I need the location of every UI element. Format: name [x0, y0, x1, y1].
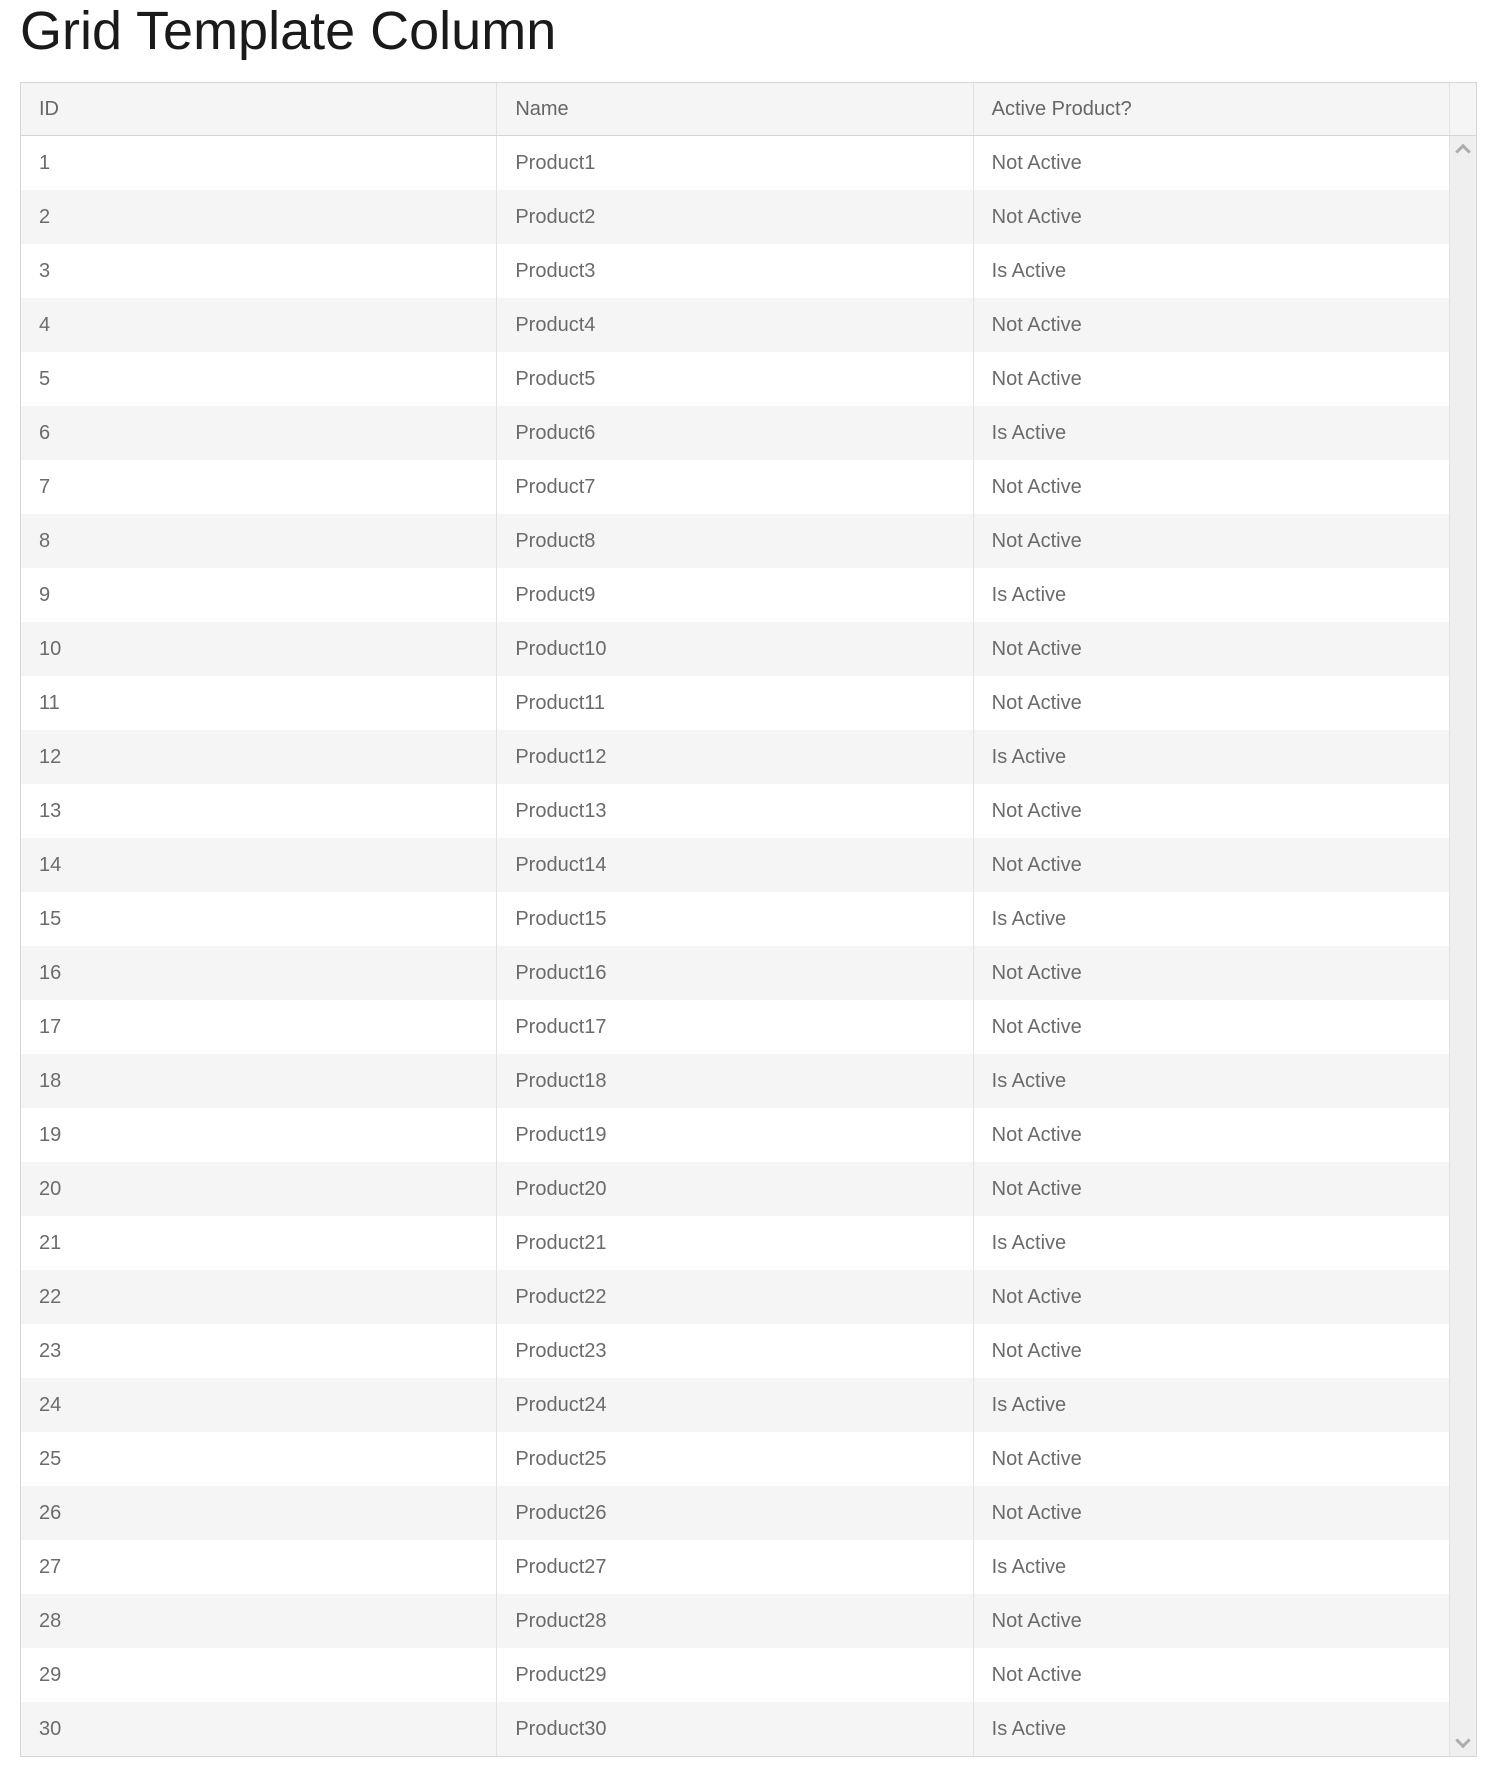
cell-name: Product27 — [497, 1540, 973, 1594]
cell-id: 9 — [21, 568, 497, 622]
grid-rows — [21, 136, 1450, 1756]
cell-active-product: Not Active — [974, 190, 1450, 244]
cell-active-product: Is Active — [974, 406, 1450, 460]
table-row — [21, 1432, 1450, 1486]
chevron-down-icon — [1455, 1733, 1471, 1749]
cell-active-product: Not Active — [974, 1270, 1450, 1324]
table-row — [21, 1540, 1450, 1594]
cell-active-product: Is Active — [974, 730, 1450, 784]
cell-active-product: Not Active — [974, 1648, 1450, 1702]
cell-name: Product8 — [497, 514, 973, 568]
cell-name: Product6 — [497, 406, 973, 460]
cell-id: 17 — [21, 1000, 497, 1054]
cell-active-product: Not Active — [974, 460, 1450, 514]
scroll-up-button[interactable] — [1450, 136, 1476, 162]
cell-active-product: Not Active — [974, 838, 1450, 892]
cell-active-product: Not Active — [974, 676, 1450, 730]
cell-id: 7 — [21, 460, 497, 514]
column-header-name: Name — [497, 83, 973, 135]
cell-name: Product20 — [497, 1162, 973, 1216]
cell-id: 24 — [21, 1378, 497, 1432]
cell-name: Product12 — [497, 730, 973, 784]
scroll-down-button[interactable] — [1450, 1730, 1476, 1756]
cell-id: 29 — [21, 1648, 497, 1702]
cell-active-product: Is Active — [974, 244, 1450, 298]
cell-name: Product13 — [497, 784, 973, 838]
cell-id: 16 — [21, 946, 497, 1000]
table-row — [21, 1054, 1450, 1108]
cell-id: 6 — [21, 406, 497, 460]
table-row — [21, 460, 1450, 514]
cell-active-product: Not Active — [974, 1108, 1450, 1162]
cell-id: 4 — [21, 298, 497, 352]
cell-active-product: Is Active — [974, 1378, 1450, 1432]
cell-active-product: Not Active — [974, 514, 1450, 568]
cell-name: Product23 — [497, 1324, 973, 1378]
cell-active-product: Not Active — [974, 1162, 1450, 1216]
cell-id: 27 — [21, 1540, 497, 1594]
table-row — [21, 1162, 1450, 1216]
products-grid — [20, 82, 1477, 1757]
cell-name: Product19 — [497, 1108, 973, 1162]
cell-name: Product18 — [497, 1054, 973, 1108]
cell-name: Product11 — [497, 676, 973, 730]
table-row — [21, 136, 1450, 190]
page-title: Grid Template Column — [20, 1, 557, 61]
table-row — [21, 1378, 1450, 1432]
cell-id: 1 — [21, 136, 497, 190]
cell-name: Product2 — [497, 190, 973, 244]
chevron-up-icon — [1455, 144, 1471, 160]
table-row — [21, 352, 1450, 406]
cell-active-product: Is Active — [974, 1540, 1450, 1594]
grid-body — [21, 136, 1476, 1756]
cell-id: 22 — [21, 1270, 497, 1324]
cell-id: 26 — [21, 1486, 497, 1540]
table-row — [21, 1000, 1450, 1054]
grid-header-row — [21, 83, 1476, 136]
cell-name: Product14 — [497, 838, 973, 892]
table-row — [21, 1648, 1450, 1702]
cell-name: Product10 — [497, 622, 973, 676]
cell-name: Product30 — [497, 1702, 973, 1756]
cell-active-product: Not Active — [974, 1432, 1450, 1486]
cell-name: Product28 — [497, 1594, 973, 1648]
table-row — [21, 406, 1450, 460]
cell-id: 12 — [21, 730, 497, 784]
cell-name: Product21 — [497, 1216, 973, 1270]
table-row — [21, 838, 1450, 892]
cell-id: 19 — [21, 1108, 497, 1162]
table-row — [21, 1486, 1450, 1540]
table-row — [21, 190, 1450, 244]
cell-active-product: Not Active — [974, 298, 1450, 352]
cell-id: 21 — [21, 1216, 497, 1270]
column-header-id: ID — [21, 83, 497, 135]
cell-id: 30 — [21, 1702, 497, 1756]
table-row — [21, 1702, 1450, 1756]
cell-name: Product26 — [497, 1486, 973, 1540]
table-row — [21, 784, 1450, 838]
table-row — [21, 622, 1450, 676]
cell-name: Product3 — [497, 244, 973, 298]
table-row — [21, 1594, 1450, 1648]
cell-name: Product24 — [497, 1378, 973, 1432]
cell-active-product: Not Active — [974, 784, 1450, 838]
scrollbar-track[interactable] — [1450, 136, 1476, 1756]
cell-id: 20 — [21, 1162, 497, 1216]
cell-name: Product5 — [497, 352, 973, 406]
table-row — [21, 244, 1450, 298]
cell-name: Product15 — [497, 892, 973, 946]
cell-name: Product1 — [497, 136, 973, 190]
cell-id: 10 — [21, 622, 497, 676]
table-row — [21, 1108, 1450, 1162]
cell-id: 5 — [21, 352, 497, 406]
cell-id: 18 — [21, 1054, 497, 1108]
table-row — [21, 1216, 1450, 1270]
table-row — [21, 568, 1450, 622]
scrollbar-header-spacer — [1450, 83, 1476, 135]
cell-active-product: Not Active — [974, 352, 1450, 406]
cell-active-product: Not Active — [974, 946, 1450, 1000]
cell-id: 23 — [21, 1324, 497, 1378]
cell-id: 13 — [21, 784, 497, 838]
table-row — [21, 298, 1450, 352]
table-row — [21, 892, 1450, 946]
cell-active-product: Not Active — [974, 1486, 1450, 1540]
cell-active-product: Is Active — [974, 1054, 1450, 1108]
cell-id: 14 — [21, 838, 497, 892]
cell-name: Product9 — [497, 568, 973, 622]
table-row — [21, 1324, 1450, 1378]
cell-id: 3 — [21, 244, 497, 298]
cell-active-product: Is Active — [974, 1216, 1450, 1270]
cell-id: 25 — [21, 1432, 497, 1486]
table-row — [21, 730, 1450, 784]
table-row — [21, 1270, 1450, 1324]
cell-name: Product22 — [497, 1270, 973, 1324]
column-header-active-product: Active Product? — [974, 83, 1450, 135]
cell-active-product: Is Active — [974, 568, 1450, 622]
cell-active-product: Not Active — [974, 622, 1450, 676]
cell-name: Product7 — [497, 460, 973, 514]
cell-active-product: Not Active — [974, 1324, 1450, 1378]
cell-id: 8 — [21, 514, 497, 568]
cell-id: 15 — [21, 892, 497, 946]
cell-active-product: Not Active — [974, 136, 1450, 190]
cell-active-product: Not Active — [974, 1594, 1450, 1648]
cell-id: 11 — [21, 676, 497, 730]
cell-name: Product4 — [497, 298, 973, 352]
cell-name: Product17 — [497, 1000, 973, 1054]
table-row — [21, 676, 1450, 730]
cell-active-product: Is Active — [974, 892, 1450, 946]
cell-name: Product16 — [497, 946, 973, 1000]
cell-name: Product29 — [497, 1648, 973, 1702]
table-row — [21, 514, 1450, 568]
cell-active-product: Is Active — [974, 1702, 1450, 1756]
cell-name: Product25 — [497, 1432, 973, 1486]
cell-active-product: Not Active — [974, 1000, 1450, 1054]
table-row — [21, 946, 1450, 1000]
cell-id: 2 — [21, 190, 497, 244]
cell-id: 28 — [21, 1594, 497, 1648]
